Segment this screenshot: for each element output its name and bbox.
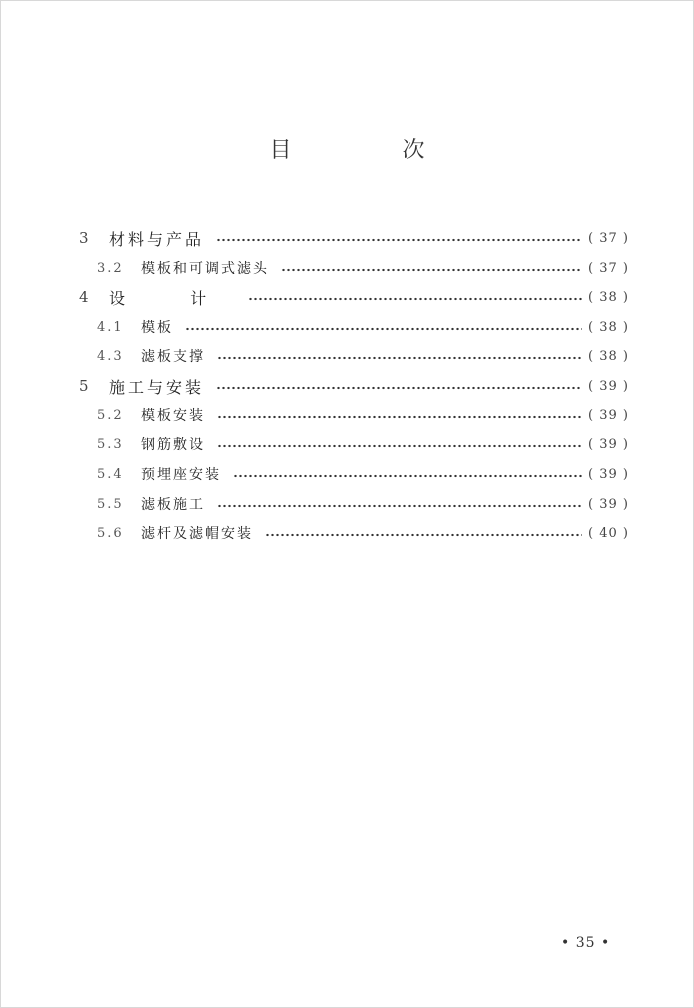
toc-entry[interactable] bbox=[97, 404, 629, 426]
section-number: 5.5 bbox=[97, 496, 124, 512]
page-reference: ( 37 ) bbox=[588, 230, 629, 246]
dot-leader bbox=[216, 238, 582, 242]
dot-leader bbox=[185, 327, 582, 331]
toc-entry[interactable] bbox=[97, 345, 629, 367]
toc-entry[interactable] bbox=[97, 316, 629, 338]
page-reference: ( 38 ) bbox=[588, 319, 629, 335]
section-title: 材料与产品 bbox=[109, 229, 205, 249]
toc-entry[interactable] bbox=[97, 463, 629, 485]
section-number: 5.2 bbox=[97, 407, 124, 423]
section-title: 模板和可调式滤头 bbox=[141, 261, 269, 277]
page-reference: ( 38 ) bbox=[588, 348, 629, 364]
section-title: 模板安装 bbox=[141, 408, 205, 424]
page-number: • 35 • bbox=[561, 935, 611, 951]
page-reference: ( 38 ) bbox=[588, 289, 629, 305]
dot-leader bbox=[216, 386, 582, 390]
section-title: 模板 bbox=[141, 320, 173, 336]
page-reference: ( 39 ) bbox=[588, 378, 629, 394]
section-number: 5.4 bbox=[97, 466, 124, 482]
section-title: 预埋座安装 bbox=[141, 467, 221, 483]
section-number: 5.3 bbox=[97, 436, 124, 452]
toc-entry[interactable] bbox=[79, 375, 629, 397]
section-number: 5.6 bbox=[97, 525, 124, 541]
page-reference: ( 37 ) bbox=[588, 260, 629, 276]
dot-leader bbox=[281, 268, 582, 272]
page-title: 目 次 bbox=[269, 138, 477, 163]
section-number: 4 bbox=[79, 288, 89, 306]
dot-leader bbox=[233, 474, 582, 478]
dot-leader bbox=[217, 504, 582, 508]
page-reference: ( 40 ) bbox=[588, 525, 629, 541]
toc-entry[interactable] bbox=[97, 433, 629, 455]
section-number: 4.1 bbox=[97, 319, 124, 335]
toc-entry[interactable] bbox=[79, 286, 629, 308]
section-number: 3 bbox=[79, 229, 89, 247]
section-title: 滤板施工 bbox=[141, 497, 205, 513]
dot-leader bbox=[217, 415, 582, 419]
section-title: 滤杆及滤帽安装 bbox=[141, 526, 253, 542]
section-title: 设 计 bbox=[109, 288, 237, 308]
page-reference: ( 39 ) bbox=[588, 407, 629, 423]
toc-entry[interactable] bbox=[97, 522, 629, 544]
toc-entry[interactable] bbox=[97, 257, 629, 279]
section-title: 钢筋敷设 bbox=[141, 437, 205, 453]
dot-leader bbox=[217, 444, 582, 448]
toc-entry[interactable] bbox=[97, 493, 629, 515]
toc-entry[interactable] bbox=[79, 227, 629, 249]
dot-leader bbox=[265, 533, 582, 537]
page-reference: ( 39 ) bbox=[588, 496, 629, 512]
page-reference: ( 39 ) bbox=[588, 466, 629, 482]
section-number: 4.3 bbox=[97, 348, 124, 364]
section-number: 3.2 bbox=[97, 260, 124, 276]
section-title: 施工与安装 bbox=[109, 377, 205, 397]
dot-leader bbox=[248, 297, 582, 301]
section-number: 5 bbox=[79, 377, 89, 395]
dot-leader bbox=[217, 356, 582, 360]
page-reference: ( 39 ) bbox=[588, 436, 629, 452]
section-title: 滤板支撑 bbox=[141, 349, 205, 365]
